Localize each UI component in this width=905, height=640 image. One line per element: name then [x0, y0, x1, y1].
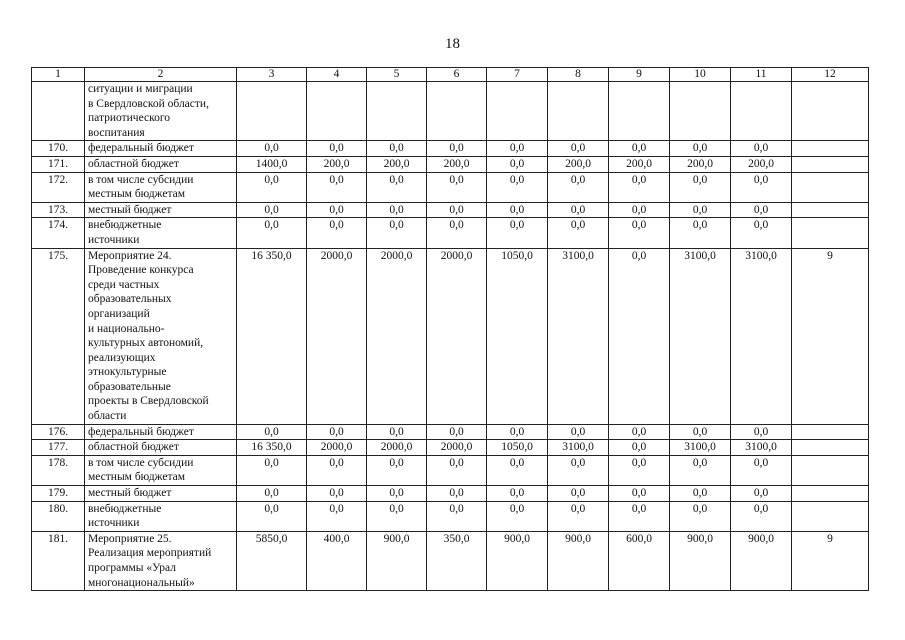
table-row — [32, 218, 869, 248]
amount-cell: 0,0 — [237, 218, 307, 248]
amount-cell — [487, 82, 548, 141]
row-description: местный бюджет — [85, 486, 237, 502]
amount-cell: 0,0 — [367, 424, 427, 440]
amount-cell: 3100,0 — [548, 440, 609, 456]
amount-cell: 0,0 — [367, 141, 427, 157]
amount-cell: 0,0 — [307, 455, 367, 485]
target-indicator-cell — [792, 172, 869, 202]
table-row — [32, 486, 869, 502]
column-header: 6 — [427, 68, 487, 82]
column-header: 2 — [85, 68, 237, 82]
row-number: 174. — [32, 218, 85, 248]
amount-cell: 0,0 — [487, 486, 548, 502]
table-row — [32, 248, 869, 424]
column-header: 4 — [307, 68, 367, 82]
amount-cell: 0,0 — [237, 486, 307, 502]
amount-cell: 900,0 — [487, 531, 548, 590]
row-description: федеральный бюджет — [85, 424, 237, 440]
amount-cell: 0,0 — [548, 218, 609, 248]
amount-cell: 0,0 — [731, 141, 792, 157]
target-indicator-cell — [792, 141, 869, 157]
amount-cell: 0,0 — [427, 424, 487, 440]
page-number: 18 — [445, 36, 460, 52]
target-indicator-cell — [792, 440, 869, 456]
amount-cell: 0,0 — [548, 486, 609, 502]
column-header: 11 — [731, 68, 792, 82]
amount-cell: 0,0 — [731, 455, 792, 485]
amount-cell: 0,0 — [487, 141, 548, 157]
amount-cell: 0,0 — [487, 455, 548, 485]
row-number: 175. — [32, 248, 85, 424]
table-row — [32, 501, 869, 531]
row-number: 171. — [32, 156, 85, 172]
amount-cell: 0,0 — [609, 218, 670, 248]
amount-cell: 0,0 — [670, 218, 731, 248]
amount-cell — [237, 82, 307, 141]
amount-cell: 0,0 — [670, 172, 731, 202]
amount-cell: 0,0 — [427, 202, 487, 218]
table-row — [32, 424, 869, 440]
amount-cell: 0,0 — [427, 172, 487, 202]
row-number: 181. — [32, 531, 85, 590]
amount-cell: 0,0 — [307, 486, 367, 502]
amount-cell: 0,0 — [609, 455, 670, 485]
target-indicator-cell — [792, 218, 869, 248]
amount-cell: 0,0 — [367, 172, 427, 202]
amount-cell — [427, 82, 487, 141]
amount-cell: 0,0 — [548, 141, 609, 157]
amount-cell: 0,0 — [307, 424, 367, 440]
amount-cell: 0,0 — [307, 202, 367, 218]
amount-cell: 0,0 — [427, 455, 487, 485]
column-header: 8 — [548, 68, 609, 82]
amount-cell: 0,0 — [367, 202, 427, 218]
amount-cell: 0,0 — [487, 501, 548, 531]
budget-table — [31, 67, 869, 591]
target-indicator-cell — [792, 202, 869, 218]
row-description: местный бюджет — [85, 202, 237, 218]
column-header: 7 — [487, 68, 548, 82]
table-row — [32, 202, 869, 218]
amount-cell: 200,0 — [427, 156, 487, 172]
amount-cell: 3100,0 — [731, 248, 792, 424]
row-description: областной бюджет — [85, 156, 237, 172]
amount-cell: 0,0 — [731, 424, 792, 440]
row-description: в том числе субсидии местным бюджетам — [85, 172, 237, 202]
amount-cell: 0,0 — [609, 202, 670, 218]
target-indicator-cell — [792, 82, 869, 141]
amount-cell: 2000,0 — [367, 248, 427, 424]
amount-cell: 2000,0 — [307, 440, 367, 456]
amount-cell: 16 350,0 — [237, 248, 307, 424]
row-number: 177. — [32, 440, 85, 456]
amount-cell: 0,0 — [670, 455, 731, 485]
amount-cell: 0,0 — [609, 424, 670, 440]
amount-cell: 2000,0 — [367, 440, 427, 456]
column-header: 5 — [367, 68, 427, 82]
target-indicator-cell: 9 — [792, 248, 869, 424]
amount-cell: 0,0 — [237, 424, 307, 440]
amount-cell: 0,0 — [670, 202, 731, 218]
amount-cell: 0,0 — [548, 202, 609, 218]
amount-cell: 350,0 — [427, 531, 487, 590]
row-description: в том числе субсидии местным бюджетам — [85, 455, 237, 485]
amount-cell: 0,0 — [367, 486, 427, 502]
target-indicator-cell — [792, 501, 869, 531]
target-indicator-cell — [792, 455, 869, 485]
row-number: 172. — [32, 172, 85, 202]
table-body — [32, 68, 869, 591]
amount-cell: 0,0 — [307, 501, 367, 531]
amount-cell: 1050,0 — [487, 440, 548, 456]
row-description: ситуации и миграции в Свердловской области, патриотического воспитания — [85, 82, 237, 141]
amount-cell: 2000,0 — [427, 248, 487, 424]
row-number — [32, 82, 85, 141]
row-description: Мероприятие 25. Реализация мероприятий программы «Урал многонациональный» — [85, 531, 237, 590]
amount-cell: 0,0 — [609, 440, 670, 456]
amount-cell: 0,0 — [427, 218, 487, 248]
amount-cell: 0,0 — [427, 486, 487, 502]
table-row — [32, 455, 869, 485]
amount-cell: 0,0 — [237, 172, 307, 202]
amount-cell: 2000,0 — [307, 248, 367, 424]
amount-cell: 3100,0 — [670, 440, 731, 456]
table-row — [32, 141, 869, 157]
amount-cell: 0,0 — [670, 486, 731, 502]
amount-cell: 0,0 — [427, 141, 487, 157]
amount-cell: 900,0 — [548, 531, 609, 590]
row-description: внебюджетные источники — [85, 218, 237, 248]
row-number: 176. — [32, 424, 85, 440]
row-number: 178. — [32, 455, 85, 485]
amount-cell: 1050,0 — [487, 248, 548, 424]
target-indicator-cell — [792, 424, 869, 440]
amount-cell — [367, 82, 427, 141]
amount-cell: 0,0 — [731, 218, 792, 248]
target-indicator-cell — [792, 156, 869, 172]
amount-cell: 0,0 — [731, 501, 792, 531]
amount-cell: 0,0 — [487, 156, 548, 172]
amount-cell: 0,0 — [487, 218, 548, 248]
amount-cell: 0,0 — [548, 424, 609, 440]
amount-cell: 0,0 — [670, 141, 731, 157]
amount-cell: 0,0 — [609, 141, 670, 157]
amount-cell: 5850,0 — [237, 531, 307, 590]
table-row — [32, 156, 869, 172]
amount-cell: 0,0 — [367, 218, 427, 248]
amount-cell: 0,0 — [237, 202, 307, 218]
amount-cell: 0,0 — [670, 501, 731, 531]
amount-cell: 900,0 — [367, 531, 427, 590]
amount-cell: 2000,0 — [427, 440, 487, 456]
amount-cell: 200,0 — [670, 156, 731, 172]
row-description: внебюджетные источники — [85, 501, 237, 531]
amount-cell: 0,0 — [670, 424, 731, 440]
amount-cell: 3100,0 — [731, 440, 792, 456]
amount-cell — [609, 82, 670, 141]
amount-cell — [731, 82, 792, 141]
column-header: 12 — [792, 68, 869, 82]
amount-cell: 200,0 — [731, 156, 792, 172]
table-header-row — [32, 68, 869, 82]
row-description: Мероприятие 24. Проведение конкурса среди частных образовательных организаций и национально- культурных автономий, реализующих этнокультурные образовательные проекты в Свердловской области — [85, 248, 237, 424]
table-row — [32, 82, 869, 141]
amount-cell: 0,0 — [487, 172, 548, 202]
amount-cell: 3100,0 — [548, 248, 609, 424]
row-number: 180. — [32, 501, 85, 531]
target-indicator-cell — [792, 486, 869, 502]
amount-cell: 200,0 — [307, 156, 367, 172]
amount-cell: 0,0 — [487, 202, 548, 218]
column-header: 9 — [609, 68, 670, 82]
column-header: 3 — [237, 68, 307, 82]
amount-cell: 3100,0 — [670, 248, 731, 424]
amount-cell: 0,0 — [731, 202, 792, 218]
amount-cell: 16 350,0 — [237, 440, 307, 456]
amount-cell: 1400,0 — [237, 156, 307, 172]
amount-cell — [670, 82, 731, 141]
amount-cell: 0,0 — [609, 486, 670, 502]
row-number: 173. — [32, 202, 85, 218]
amount-cell: 0,0 — [237, 455, 307, 485]
amount-cell: 0,0 — [609, 501, 670, 531]
amount-cell: 0,0 — [548, 501, 609, 531]
table-row — [32, 440, 869, 456]
amount-cell: 900,0 — [670, 531, 731, 590]
amount-cell: 0,0 — [609, 248, 670, 424]
amount-cell: 600,0 — [609, 531, 670, 590]
amount-cell: 0,0 — [307, 218, 367, 248]
amount-cell: 0,0 — [307, 141, 367, 157]
amount-cell: 900,0 — [731, 531, 792, 590]
amount-cell: 0,0 — [548, 172, 609, 202]
amount-cell: 0,0 — [731, 172, 792, 202]
amount-cell: 200,0 — [548, 156, 609, 172]
amount-cell: 200,0 — [367, 156, 427, 172]
amount-cell: 0,0 — [548, 455, 609, 485]
amount-cell: 0,0 — [731, 486, 792, 502]
amount-cell: 0,0 — [487, 424, 548, 440]
amount-cell: 0,0 — [609, 172, 670, 202]
amount-cell — [307, 82, 367, 141]
amount-cell: 0,0 — [367, 501, 427, 531]
column-header: 1 — [32, 68, 85, 82]
amount-cell: 0,0 — [367, 455, 427, 485]
amount-cell: 400,0 — [307, 531, 367, 590]
row-description: областной бюджет — [85, 440, 237, 456]
target-indicator-cell: 9 — [792, 531, 869, 590]
amount-cell: 0,0 — [237, 501, 307, 531]
amount-cell: 0,0 — [427, 501, 487, 531]
amount-cell: 200,0 — [609, 156, 670, 172]
table-row — [32, 172, 869, 202]
amount-cell: 0,0 — [307, 172, 367, 202]
row-description: федеральный бюджет — [85, 141, 237, 157]
table-row — [32, 531, 869, 590]
row-number: 170. — [32, 141, 85, 157]
amount-cell: 0,0 — [237, 141, 307, 157]
column-header: 10 — [670, 68, 731, 82]
row-number: 179. — [32, 486, 85, 502]
amount-cell — [548, 82, 609, 141]
